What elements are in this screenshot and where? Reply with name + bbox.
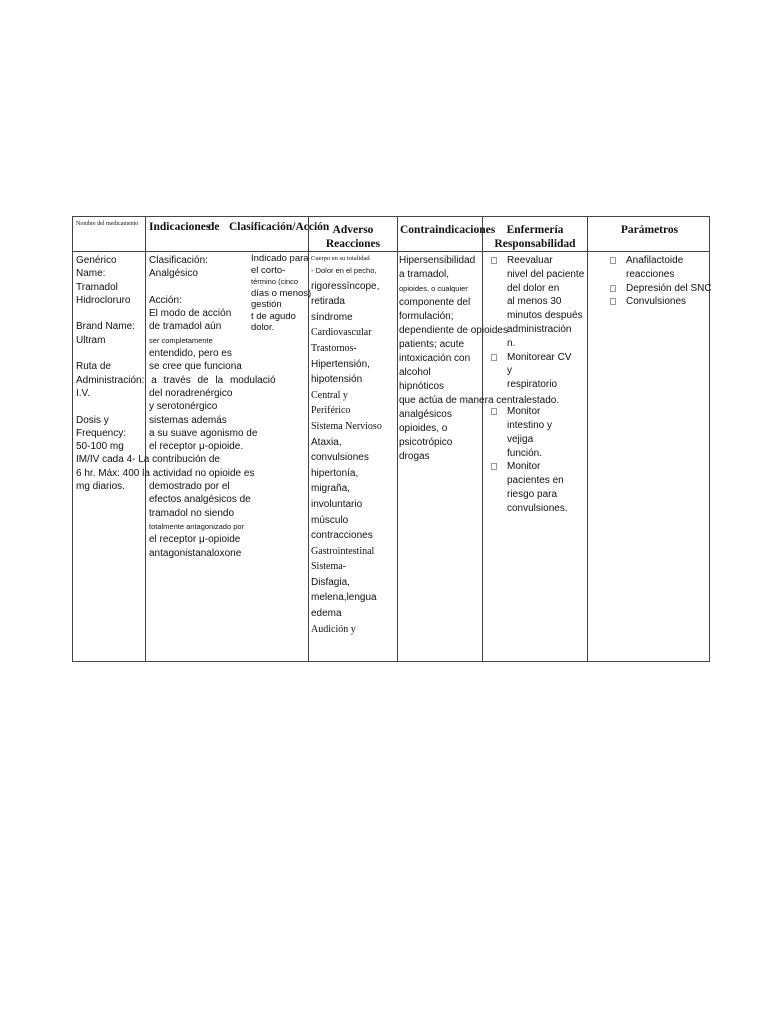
contraindication-text: psicotrópico [399,437,453,448]
action-text: el receptor μ-opioide [149,534,241,546]
bullet-icon [610,285,616,292]
header-nursing-responsibility [483,223,587,251]
brand-name-label: Brand Name: [76,321,135,333]
action-text: entendido, pero es [149,348,232,360]
nursing-item [507,460,597,474]
header-reactions-label: Reacciones [325,238,381,250]
reaction-text: migraña, [311,483,350,495]
action-label: Acción: [149,294,182,306]
contraindication-text: opioides, o [399,423,448,434]
contraindication-text: dependiente de opioides [399,325,508,336]
contraindication-text: opioides, o cualquier [399,284,468,293]
header-responsibility-label: Responsabilidad [494,238,576,250]
classification-value: Analgésico [149,268,198,280]
header-adverse-reactions [309,223,397,251]
parameter-text: Depresión del SNC [626,282,712,294]
contraindication-text: intoxicación con [399,353,471,364]
contraindication-text: que actúa de manera centralestado. [399,395,560,406]
indication-text: Indicado para [251,253,309,264]
action-text: sistemas además [149,414,227,426]
reaction-category: Cardiovascular [311,327,372,339]
header-indications: Indicaciones [149,221,211,233]
contraindication-text: Hipersensibilidad [399,255,476,266]
reaction-text: músculo [311,514,349,526]
reaction-text: rigoressíncope, [311,280,380,292]
parameter-item [626,254,716,268]
nursing-text: convulsiones. [507,502,568,514]
contraindication-text: formulación; [399,311,454,322]
nursing-text: riesgo para [507,489,558,501]
nursing-text: Monitorear CV [507,351,572,363]
nursing-text: del dolor en [507,282,560,294]
nursing-text: n. [507,337,516,349]
reaction-text: - Dolor en el pecho, [311,266,377,275]
reaction-text: edema [311,608,342,620]
bullet-icon [610,298,616,305]
parameter-text: Convulsiones [626,296,687,308]
contraindication-text: drogas [399,451,430,462]
dose-label: Dosis y [76,414,109,426]
max-dose-value: 6 hr. Máx: 400 la actividad no opioide es [76,467,255,479]
header-nursing-label: Enfermería [506,224,564,236]
nursing-item [507,405,597,419]
generic-name-value: Tramadol [76,281,118,293]
route-label: Ruta de [76,361,112,373]
nursing-item [507,351,597,365]
max-dose-unit: mg diarios. [76,481,125,493]
reaction-text: Disfagia, [311,576,350,588]
action-text: ser completamente [149,335,213,345]
nursing-item [507,254,597,268]
reaction-text: síndrome [311,311,353,323]
action-text: del noradrenérgico [149,387,233,399]
reaction-category: Cuerpo en su totalidad [311,255,370,262]
action-text: totalmente antagonizado por [149,521,245,531]
bullet-icon [610,257,616,264]
parameter-item [626,282,716,296]
contraindication-text: a tramadol, [399,269,450,280]
nursing-text: Reevaluar [507,255,553,266]
action-text: demostrado por el [149,481,230,493]
reaction-category: Audición y [311,623,356,635]
frequency-label: Frequency: [76,427,127,439]
medication-table [72,216,710,662]
reaction-category: Sistema- [311,561,346,573]
indication-text: el corto- [251,264,286,276]
reaction-category: Sistema Nervioso [311,420,382,432]
nursing-text: vejiga [507,433,534,445]
indication-text: gestión [251,299,282,310]
contraindication-text: alcohol [399,367,431,378]
generic-name-label: Name: [76,268,106,280]
reaction-category: Central y [311,389,348,401]
nursing-text: minutos después [507,310,583,322]
parameter-text: reacciones [626,268,675,280]
contraindication-text: hipnóticos [399,381,445,392]
nursing-responsibility-cell [507,254,597,516]
bullet-icon [491,408,497,415]
route-value: I.V. [76,387,91,399]
action-text: efectos analgésicos de [149,494,251,506]
action-text: El modo de acción [149,308,232,320]
nursing-text: respiratorio [507,379,558,391]
indication-text: dolor. [251,322,275,333]
reaction-category: Trastornos- [311,342,357,354]
action-text: a su suave agonismo de [149,427,258,439]
header-de: de [208,221,220,233]
frequency-value: IM/IV cada 4- La contribución de [76,454,220,466]
bullet-icon [491,257,497,264]
indication-text: t de agudo [251,310,296,322]
generic-name-value-2: Hidrocloruro [76,294,131,306]
header-classification-action: Clasificación/Acción [229,221,330,233]
action-text: de tramadol aún [149,321,222,333]
nursing-text: Monitor [507,461,541,473]
nursing-text: nivel del paciente [507,268,585,280]
parameter-item [626,295,716,309]
bullet-icon [491,354,497,361]
nursing-text: pacientes en [507,475,564,487]
action-text: el receptor μ-opioide. [149,441,244,453]
action-text: tramadol no siendo [149,507,235,519]
action-text: se cree que funciona [149,361,242,373]
contraindication-text: patients; acute [399,339,465,350]
dose-value: 50-100 mg [76,441,124,453]
action-text: antagonistanaloxone [149,547,242,559]
reaction-text: melena,lengua [311,592,377,604]
reaction-text: involuntario [311,498,363,510]
nursing-text: al menos 30 [507,296,562,308]
reaction-text: hipotensión [311,374,363,386]
reaction-text: Ataxia, [311,436,342,448]
header-drug-name: Nombre del medicamento [76,221,139,227]
reaction-text: Hipertensión, [311,358,370,370]
header-parameters: Parámetros [620,224,679,236]
nursing-text: Monitor [507,406,541,418]
reaction-text: hipertonía, [311,467,359,479]
contraindication-text: analgésicos [399,409,452,420]
header-contraindications: Contraindicaciones [400,224,496,236]
parameters-cell [626,254,716,309]
header-adverse-label: Adverso [332,224,374,236]
action-text: y serotonérgico [149,401,218,413]
indication-text: término (cinco [251,277,299,286]
reaction-text: contracciones [311,530,373,542]
classification-label: Clasificación: [149,255,208,266]
contraindication-text: componente del [399,297,471,308]
indication-text: días o menos) [251,287,312,299]
reaction-text: retirada [311,296,345,308]
reaction-category: Periférico [311,405,351,417]
nursing-text: administración [507,323,572,335]
header-divider [73,251,709,252]
reaction-category: Gastrointestinal [311,545,375,557]
nursing-text: y [507,365,512,377]
parameter-text: Anafilactoide [626,255,684,266]
bullet-icon [491,463,497,470]
generic-label: Genérico [76,255,117,266]
reaction-text: convulsiones [311,452,369,464]
brand-name-value: Ultram [76,334,106,346]
nursing-text: intestino y [507,420,553,432]
nursing-text: función. [507,447,543,459]
adverse-reactions-cell [311,254,399,637]
route-label-2: Administración: a través de la modulació [76,374,276,386]
